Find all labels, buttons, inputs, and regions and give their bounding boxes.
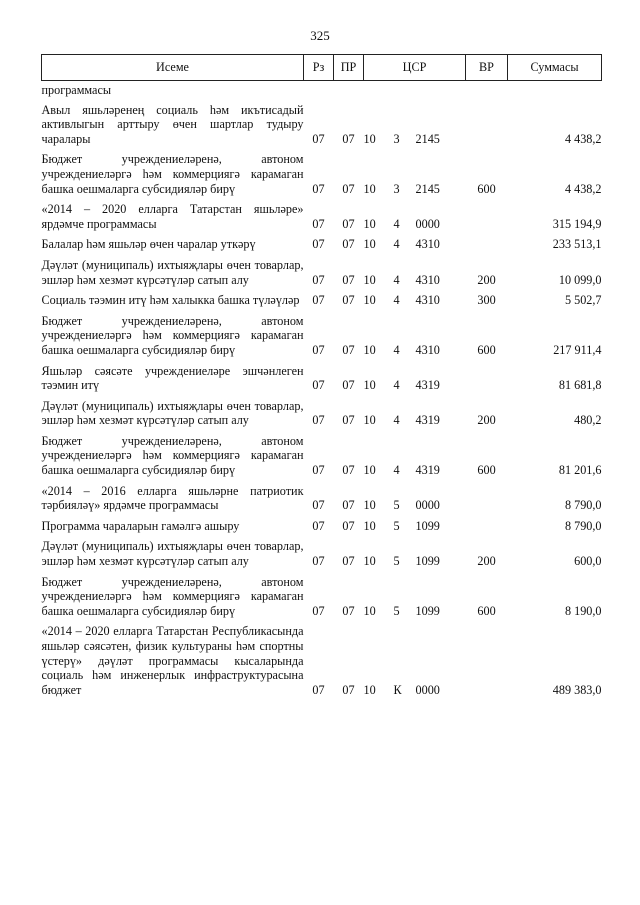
- row-name: Бюджет учреждениеләренә, автоном учреждениеләргә һәм коммерциягә карамаган башка оешмаларга субсидияләр бирү: [41, 574, 304, 618]
- table-row: [42, 481, 602, 516]
- row-pr: 07: [342, 682, 355, 697]
- header-rz: Рз: [304, 55, 334, 81]
- row-rz: 07: [312, 463, 325, 478]
- row-csr-code: 4310: [415, 272, 440, 287]
- row-csr-code: 4310: [415, 342, 440, 357]
- row-name: Авыл яшьләренең социаль һәм икътисадый активлыгын арттыру өчен шартлар тудыру чаралары: [41, 102, 304, 146]
- row-vr: [466, 234, 508, 255]
- row-pr: 07: [342, 603, 355, 618]
- row-sum: 8 790,0: [564, 498, 602, 513]
- row-csr-code: 0000: [415, 682, 440, 697]
- row-csr-subprogram: 4: [393, 237, 400, 252]
- row-pr: 07: [342, 181, 355, 196]
- row-name: Бюджет учреждениеләренә, автоном учреждениеләргә һәм коммерциягә карамаган башка оешмаларга субсидияләр бирү: [41, 313, 304, 357]
- table-row: [42, 290, 602, 311]
- row-csr-subprogram: 3: [393, 131, 400, 146]
- row-csr-subprogram: 4: [393, 216, 400, 231]
- row-sum: 217 911,4: [553, 342, 602, 357]
- row-name: Дәүләт (муниципаль) ихтыяҗлары өчен товарлар, эшләр һәм хезмәт күрсәтүләр сатып алу: [41, 539, 304, 569]
- row-csr-subprogram: 4: [393, 413, 400, 428]
- row-vr: 300: [477, 293, 496, 308]
- row-rz: 07: [312, 272, 325, 287]
- table-row: [42, 431, 602, 481]
- row-csr-code: 1099: [415, 554, 440, 569]
- header-csr: ЦСР: [364, 55, 466, 81]
- table-row: [42, 199, 602, 234]
- table-row: [42, 149, 602, 199]
- row-csr-program: 10: [363, 413, 376, 428]
- row-name: «2014 – 2016 елларга яшьләрне патриотик тәрбияләү» ярдәмче программасы: [41, 483, 304, 513]
- row-pr: 07: [342, 342, 355, 357]
- row-name: «2014 – 2020 елларга Татарстан Республикасында яшьләр сәясәтен, физик культураны һәм спортны үстерү» дәүләт программасы кысаларында социаль һәм инженерлык инфраструктурасына бюджет: [41, 624, 304, 697]
- table-row: [42, 621, 602, 700]
- row-csr-program: 10: [363, 554, 376, 569]
- row-csr-program: 10: [363, 293, 376, 308]
- row-sum: 81 681,8: [558, 378, 602, 393]
- row-name: Яшьләр сәясәте учреждениеләре эшчәнлеген тәэмин итү: [41, 363, 304, 393]
- table-row: [42, 536, 602, 571]
- row-pr: 07: [342, 237, 355, 252]
- row-csr-code: 4310: [415, 237, 440, 252]
- row-sum: 315 194,9: [552, 216, 602, 231]
- row-pr: 07: [342, 272, 355, 287]
- row-pr: 07: [342, 216, 355, 231]
- row-vr: [466, 516, 508, 537]
- row-pr: 07: [342, 131, 355, 146]
- row-csr-program: 10: [363, 237, 376, 252]
- row-vr: [466, 361, 508, 396]
- row-csr-program: 10: [363, 272, 376, 287]
- row-sum: 10 099,0: [558, 272, 602, 287]
- row-rz: 07: [312, 518, 325, 533]
- table-row: [42, 572, 602, 622]
- row-pr: 07: [342, 378, 355, 393]
- row-csr-subprogram: 4: [393, 342, 400, 357]
- row-csr-code: 0000: [415, 498, 440, 513]
- row-name: Бюджет учреждениеләренә, автоном учреждениеләргә һәм коммерциягә карамаган башка оешмаларга субсидияләр бирү: [41, 152, 304, 196]
- row-csr-subprogram: 4: [393, 272, 400, 287]
- header-sum: Суммасы: [508, 55, 602, 81]
- row-pr: 07: [342, 518, 355, 533]
- header-name: Исеме: [42, 55, 304, 81]
- row-csr-subprogram: 5: [393, 554, 400, 569]
- row-vr: [466, 621, 508, 700]
- row-name: Бюджет учреждениеләренә, автоном учреждениеләргә һәм коммерциягә карамаган башка оешмаларга субсидияләр бирү: [41, 433, 304, 478]
- table-row: [42, 361, 602, 396]
- row-rz: 07: [312, 498, 325, 513]
- table-row: [42, 100, 602, 150]
- row-csr-code: 4319: [415, 378, 440, 393]
- row-csr-program: 10: [363, 463, 376, 478]
- header-pr: ПР: [334, 55, 364, 81]
- table-header-row: [42, 55, 602, 81]
- row-csr-program: 10: [363, 498, 376, 513]
- row-vr: 200: [477, 554, 496, 569]
- row-csr-program: 10: [363, 181, 376, 196]
- row-sum: 8 190,0: [564, 603, 602, 618]
- row-csr-subprogram: 4: [393, 378, 400, 393]
- page-number: 325: [310, 28, 330, 43]
- row-csr-code: 2145: [415, 181, 440, 196]
- row-csr-program: 10: [363, 342, 376, 357]
- row-csr-subprogram: 3: [393, 181, 400, 196]
- row-csr-program: 10: [363, 216, 376, 231]
- continuation-text: программасы: [41, 83, 112, 97]
- table-row: [42, 311, 602, 361]
- row-csr-program: 10: [363, 603, 376, 618]
- row-csr-code: 1099: [415, 518, 440, 533]
- row-csr-subprogram: 4: [393, 463, 400, 478]
- row-name: Социаль тәэмин итү һәм халыкка башка түләүләр: [41, 293, 300, 308]
- row-vr: [466, 481, 508, 516]
- row-sum: 8 790,0: [564, 518, 602, 533]
- row-rz: 07: [312, 293, 325, 308]
- row-rz: 07: [312, 131, 325, 146]
- row-sum: 600,0: [574, 554, 602, 569]
- row-rz: 07: [312, 216, 325, 231]
- row-csr-code: 2145: [415, 131, 440, 146]
- row-sum: 81 201,6: [558, 463, 602, 478]
- row-csr-program: 10: [363, 378, 376, 393]
- row-csr-program: 10: [363, 131, 376, 146]
- row-rz: 07: [312, 237, 325, 252]
- row-vr: 600: [477, 463, 496, 478]
- row-sum: 480,2: [574, 413, 602, 428]
- table-row: [42, 516, 602, 537]
- table-row: [42, 255, 602, 290]
- table-row: [42, 234, 602, 255]
- row-csr-code: 4319: [415, 413, 440, 428]
- continuation-row: [42, 81, 602, 100]
- row-rz: 07: [312, 378, 325, 393]
- row-csr-code: 0000: [415, 216, 440, 231]
- row-csr-subprogram: 5: [393, 498, 400, 513]
- row-name: Дәүләт (муниципаль) ихтыяҗлары өчен товарлар, эшләр һәм хезмәт күрсәтүләр сатып алу: [41, 257, 304, 287]
- row-rz: 07: [312, 181, 325, 196]
- row-pr: 07: [342, 498, 355, 513]
- row-name: Балалар һәм яшьләр өчен чаралар уткәрү: [41, 237, 256, 252]
- row-csr-program: 10: [363, 518, 376, 533]
- row-csr-code: 4319: [415, 463, 440, 478]
- row-vr: [466, 100, 508, 150]
- row-vr: 600: [477, 603, 496, 618]
- row-rz: 07: [312, 554, 325, 569]
- row-csr-subprogram: 5: [393, 603, 400, 618]
- row-sum: 233 513,1: [552, 237, 602, 252]
- row-rz: 07: [312, 682, 325, 697]
- row-vr: 200: [477, 413, 496, 428]
- row-csr-program: 10: [363, 682, 376, 697]
- row-sum: 4 438,2: [564, 131, 602, 146]
- row-sum: 5 502,7: [564, 293, 602, 308]
- row-sum: 489 383,0: [552, 682, 602, 697]
- row-vr: [466, 199, 508, 234]
- row-pr: 07: [342, 463, 355, 478]
- row-name: «2014 – 2020 елларга Татарстан яшьләре» ярдәмче программасы: [41, 202, 304, 231]
- row-csr-subprogram: 5: [393, 518, 400, 533]
- row-vr: 600: [477, 181, 496, 196]
- header-vr: ВР: [466, 55, 508, 81]
- row-pr: 07: [342, 413, 355, 428]
- row-rz: 07: [312, 342, 325, 357]
- row-csr-subprogram: К: [393, 682, 402, 697]
- row-rz: 07: [312, 413, 325, 428]
- row-csr-code: 4310: [415, 293, 440, 308]
- row-csr-code: 1099: [415, 603, 440, 618]
- row-pr: 07: [342, 554, 355, 569]
- row-pr: 07: [342, 293, 355, 308]
- budget-table: [41, 54, 602, 700]
- row-vr: 200: [477, 272, 496, 287]
- row-vr: 600: [477, 342, 496, 357]
- row-name: Дәүләт (муниципаль) ихтыяҗлары өчен товарлар, эшләр һәм хезмәт күрсәтүләр сатып алу: [41, 398, 304, 428]
- row-csr-subprogram: 4: [393, 293, 400, 308]
- row-rz: 07: [312, 603, 325, 618]
- table-row: [42, 396, 602, 431]
- row-sum: 4 438,2: [564, 181, 602, 196]
- row-name: Программа чараларын гамәлгә ашыру: [41, 518, 240, 533]
